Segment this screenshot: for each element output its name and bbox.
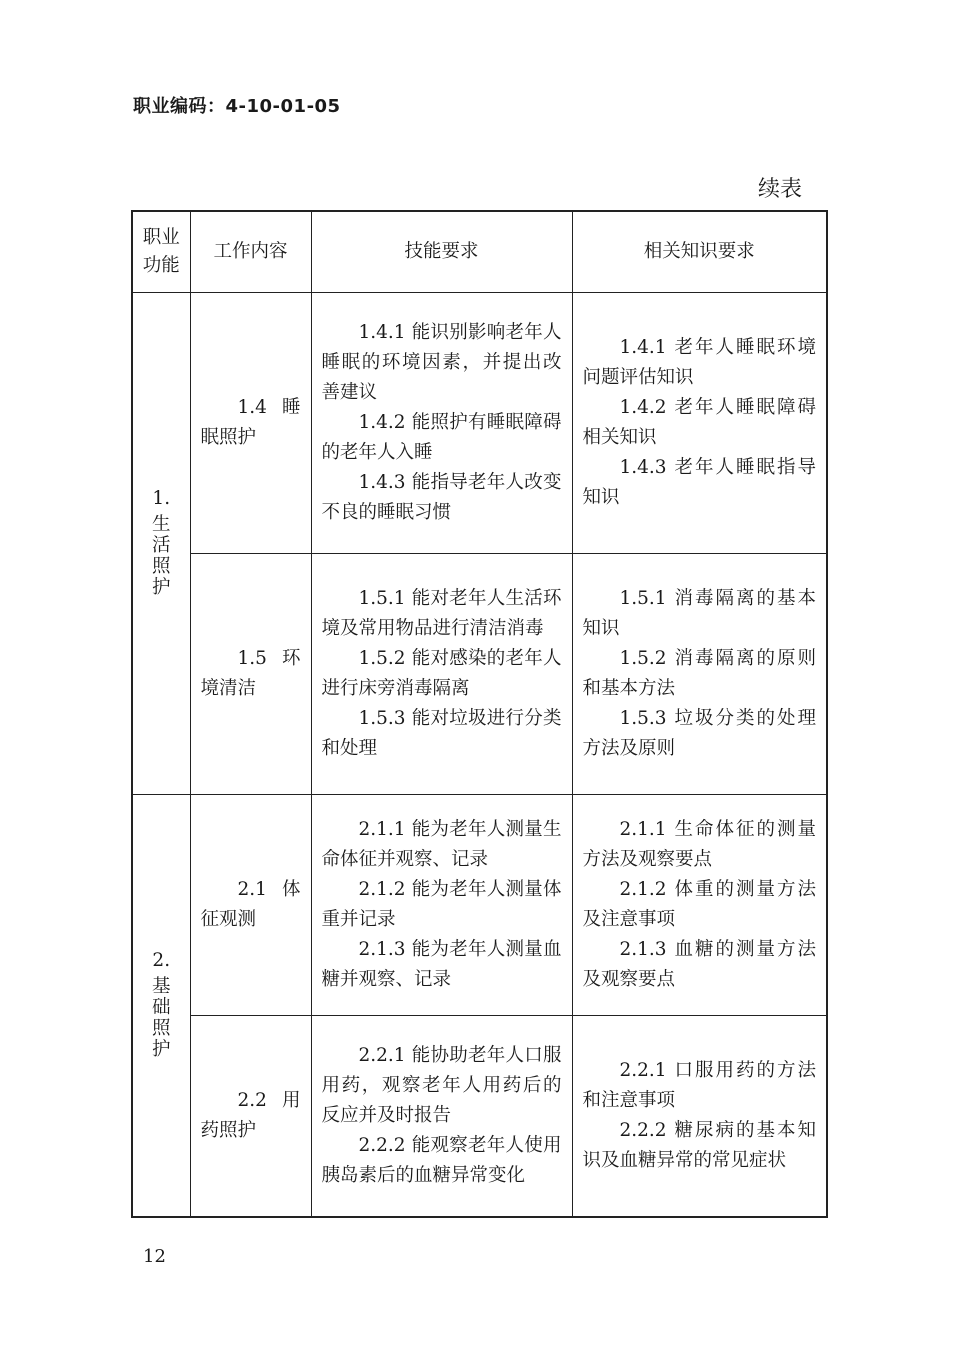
- knowledge-item: 2.1.1 生命体征的测量方法及观察要点: [582, 819, 816, 870]
- skill-item: 2.2.2 能观察老年人使用胰岛素后的血糖异常变化: [321, 1135, 562, 1186]
- skill-item: 2.1.2 能为老年人测量体重并记录: [321, 879, 562, 930]
- work-label: 2.2 用药照护: [200, 1090, 301, 1141]
- function-name: 生 活 照 护: [151, 514, 171, 598]
- work-cell: [190, 293, 311, 554]
- function-name: 基 础 照 护: [151, 976, 171, 1060]
- table-row: [132, 293, 827, 554]
- knowledge-item: 1.5.1 消毒隔离的基本知识: [582, 588, 816, 639]
- col-header-work: 工作内容: [190, 211, 311, 293]
- knowledge-item: 1.5.2 消毒隔离的原则和基本方法: [582, 648, 816, 699]
- knowledge-item: 1.4.2 老年人睡眠障碍相关知识: [582, 397, 816, 448]
- col-header-skills: 技能要求: [311, 211, 572, 293]
- standards-table: [131, 210, 828, 1218]
- knowledge-item: 1.4.3 老年人睡眠指导知识: [582, 457, 816, 508]
- function-cell-1: [132, 293, 190, 795]
- work-label: 1.5 环境清洁: [200, 648, 301, 699]
- skill-item: 1.5.3 能对垃圾进行分类和处理: [321, 708, 562, 759]
- function-cell-2: [132, 795, 190, 1218]
- skills-cell: [311, 795, 572, 1016]
- knowledge-item: 1.5.3 垃圾分类的处理方法及原则: [582, 708, 816, 759]
- work-cell: [190, 795, 311, 1016]
- knowledge-cell: [572, 795, 827, 1016]
- work-label: 2.1 体征观测: [200, 879, 301, 930]
- table-row: [132, 554, 827, 795]
- continued-table-label: 续表: [757, 177, 802, 202]
- work-cell: [190, 554, 311, 795]
- skill-item: 2.2.1 能协助老年人口服用药，观察老年人用药后的反应并及时报告: [321, 1045, 562, 1126]
- knowledge-item: 2.1.2 体重的测量方法及注意事项: [582, 879, 816, 930]
- occupation-code: 职业编码：4-10-01-05: [133, 96, 341, 117]
- knowledge-item: 2.1.3 血糖的测量方法及观察要点: [582, 939, 816, 990]
- skill-item: 1.4.3 能指导老年人改变不良的睡眠习惯: [321, 472, 562, 523]
- knowledge-item: 1.4.1 老年人睡眠环境问题评估知识: [582, 337, 816, 388]
- page-number: 12: [143, 1246, 166, 1267]
- table-header-row: [132, 211, 827, 293]
- table-row: [132, 1016, 827, 1218]
- knowledge-item: 2.2.1 口服用药的方法和注意事项: [582, 1060, 816, 1111]
- col-header-function: 职业功能: [132, 211, 190, 293]
- col-header-knowledge: 相关知识要求: [572, 211, 827, 293]
- work-cell: [190, 1016, 311, 1218]
- function-number: 1.: [152, 488, 171, 509]
- skills-cell: [311, 1016, 572, 1218]
- table-row: [132, 795, 827, 1016]
- knowledge-cell: [572, 554, 827, 795]
- skill-item: 1.4.1 能识别影响老年人睡眠的环境因素，并提出改善建议: [321, 322, 562, 403]
- skills-cell: [311, 293, 572, 554]
- skill-item: 2.1.1 能为老年人测量生命体征并观察、记录: [321, 819, 562, 870]
- skill-item: 1.4.2 能照护有睡眠障碍的老年人入睡: [321, 412, 562, 463]
- skill-item: 2.1.3 能为老年人测量血糖并观察、记录: [321, 939, 562, 990]
- skill-item: 1.5.1 能对老年人生活环境及常用物品进行清洁消毒: [321, 588, 562, 639]
- work-label: 1.4 睡眠照护: [200, 397, 301, 448]
- skill-item: 1.5.2 能对感染的老年人进行床旁消毒隔离: [321, 648, 562, 699]
- knowledge-item: 2.2.2 糖尿病的基本知识及血糖异常的常见症状: [582, 1120, 816, 1171]
- function-number: 2.: [152, 950, 171, 971]
- knowledge-cell: [572, 293, 827, 554]
- knowledge-cell: [572, 1016, 827, 1218]
- skills-cell: [311, 554, 572, 795]
